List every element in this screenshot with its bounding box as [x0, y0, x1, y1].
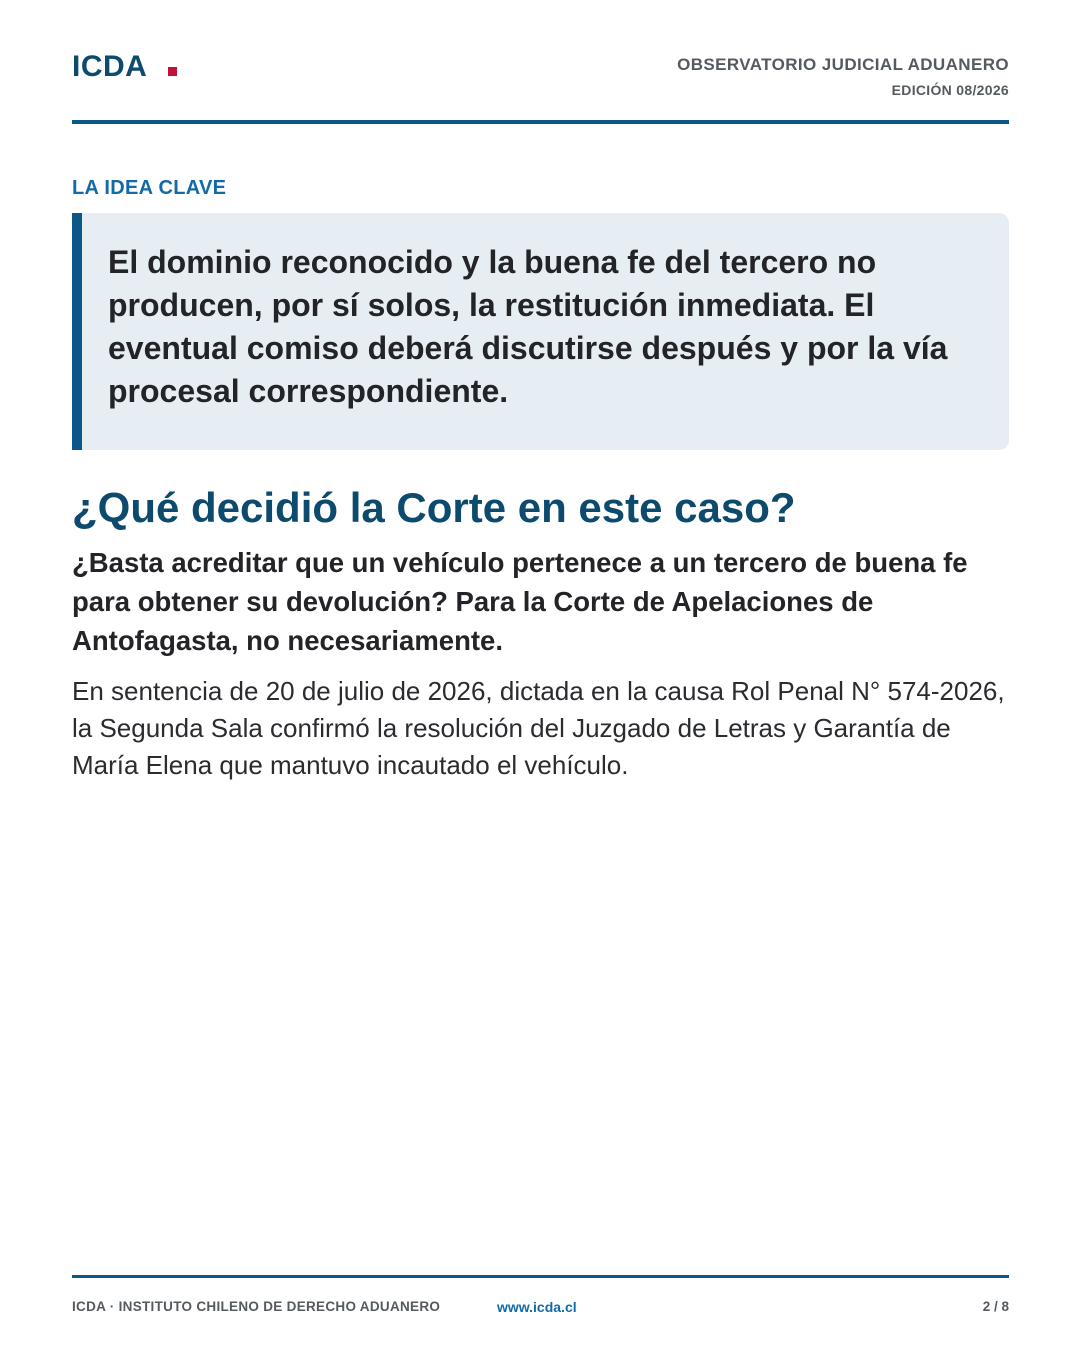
publication-info: [677, 54, 1009, 100]
header-divider: [72, 120, 1009, 124]
section-lead: ¿Basta acreditar que un vehículo pertenece a un tercero de buena fe para obtener su devolución? Para la Corte de Apelaciones de Antofagasta, no necesariamente.: [72, 547, 968, 656]
logo-square-mark: [168, 67, 177, 76]
footer-website-link[interactable]: www.icda.cl: [497, 1299, 577, 1315]
publication-title: OBSERVATORIO JUDICIAL ADUANERO: [677, 55, 1009, 74]
page-number: 2 / 8: [982, 1299, 1009, 1314]
footer-divider: [72, 1275, 1009, 1278]
section-heading: ¿Qué decidió la Corte en este caso?: [72, 484, 796, 531]
page-header: [72, 44, 1009, 124]
section-body: En sentencia de 20 de julio de 2026, dictada en la causa Rol Penal N° 574-2026, la Segunda Sala confirmó la resolución del Juzgado de Letras y Garantía de María Elena que mantuvo incautado el vehículo.: [72, 676, 1005, 780]
key-idea-text: El dominio reconocido y la buena fe del tercero no producen, por sí solos, la restitución inmediata. El eventual comiso deberá discutirse después y por la vía procesal correspondiente.: [108, 244, 948, 409]
footer-organization: ICDA · INSTITUTO CHILENO DE DERECHO ADUANERO: [72, 1299, 441, 1314]
key-idea-kicker: LA IDEA CLAVE: [72, 177, 227, 199]
logo: ICDA: [72, 50, 148, 83]
key-idea-callout: [72, 213, 1009, 450]
edition-label: EDICIÓN 08/2026: [891, 82, 1009, 98]
